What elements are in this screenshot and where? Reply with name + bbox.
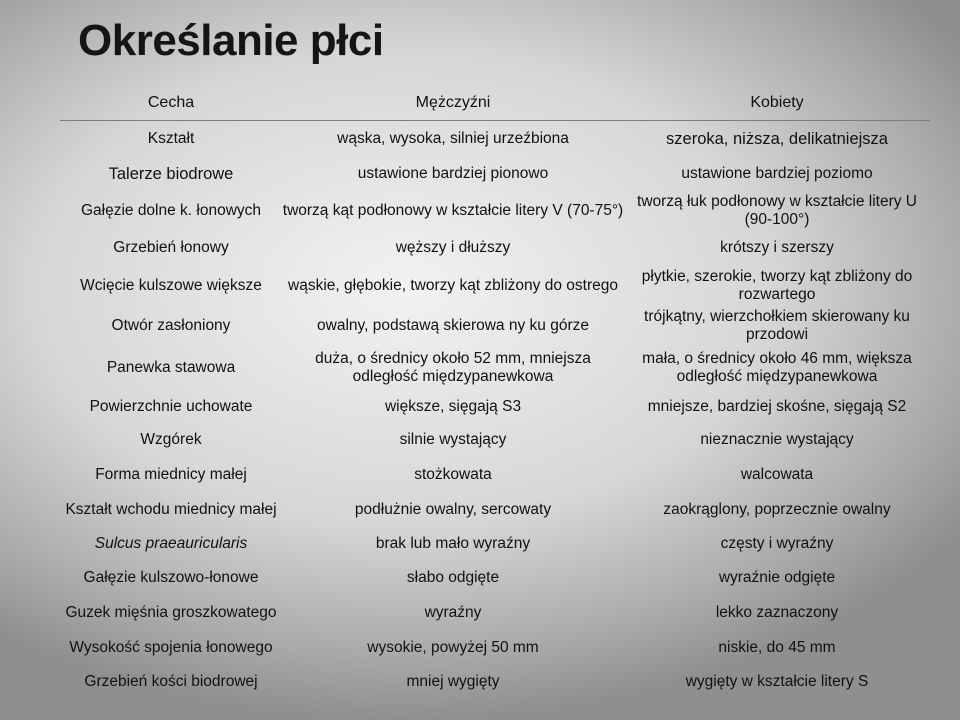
row-cecha: Otwór zasłoniony [111, 317, 231, 334]
row-kobiety: wygięty w kształcie litery S [685, 673, 869, 690]
row-kobiety: niskie, do 45 mm [718, 638, 836, 656]
table-row [60, 307, 930, 345]
row-cecha: Sulcus praeauricularis [94, 535, 248, 552]
row-cecha: Forma miednicy małej [95, 465, 247, 483]
row-cecha: Grzebień kości biodrowej [84, 673, 258, 690]
row-mezczyzni: wąskie, głębokie, tworzy kąt zbliżony do ostrego [288, 277, 618, 294]
row-kobiety: walcowata [740, 465, 814, 483]
row-kobiety: lekko zaznaczony [715, 603, 839, 621]
page-title: Określanie płci [78, 16, 384, 65]
table-row [60, 390, 930, 423]
row-mezczyzni: węższy i dłuższy [395, 239, 511, 256]
header-kobiety: Kobiety [750, 94, 804, 111]
row-kobiety: mała, o średnicy około 46 mm, większa odległość międzypanewkowa [642, 349, 912, 385]
row-cecha: Panewka stawowa [106, 358, 236, 376]
table-row [60, 345, 930, 390]
row-mezczyzni: wąska, wysoka, silniej urzeźbiona [337, 130, 569, 147]
row-kobiety: nieznacznie wystający [700, 431, 854, 448]
table-row [60, 492, 930, 527]
row-cecha: Kształt wchodu miednicy małej [65, 500, 277, 518]
row-mezczyzni: tworzą kąt podłonowy w kształcie litery V (70-75°) [282, 201, 624, 219]
row-cecha: Gałęzie kulszowo-łonowe [83, 569, 259, 586]
row-kobiety: mniejsze, bardziej skośne, sięgają S2 [647, 397, 907, 415]
row-kobiety: szeroka, niższa, delikatniejsza [666, 130, 888, 148]
table-row [60, 121, 930, 157]
table-row [60, 457, 930, 492]
table-row [60, 423, 930, 457]
row-cecha: Guzek mięśnia groszkowatego [65, 603, 277, 621]
row-kobiety: trójkątny, wierzchołkiem skierowany ku przodowi [644, 308, 910, 343]
row-mezczyzni: ustawione bardziej pionowo [357, 164, 549, 182]
row-mezczyzni: wysokie, powyżej 50 mm [367, 638, 539, 656]
row-mezczyzni: owalny, podstawą skierowa ny ku górze [317, 317, 589, 334]
table-row [60, 157, 930, 190]
table-row [60, 231, 930, 265]
row-mezczyzni: silnie wystający [399, 431, 507, 448]
row-mezczyzni: większe, sięgają S3 [384, 397, 522, 415]
table-row [60, 190, 930, 231]
table-row [60, 630, 930, 665]
row-kobiety: krótszy i szerszy [720, 239, 834, 256]
row-cecha: Powierzchnie uchowate [89, 397, 253, 415]
row-mezczyzni: podłużnie owalny, sercowaty [354, 500, 552, 518]
row-mezczyzni: brak lub mało wyraźny [375, 535, 531, 552]
table-row [60, 527, 930, 561]
header-mezczyzni: Mężczyźni [415, 94, 491, 111]
row-cecha: Wzgórek [140, 431, 202, 448]
row-mezczyzni: słabo odgięte [406, 569, 500, 586]
row-cecha: Grzebień łonowy [113, 239, 229, 256]
row-mezczyzni: duża, o średnicy około 52 mm, mniejsza odległość międzypanewkowa [315, 349, 591, 385]
row-kobiety: częsty i wyraźny [720, 535, 834, 552]
table-row [60, 561, 930, 595]
row-cecha: Talerze biodrowe [108, 164, 234, 183]
row-kobiety: zaokrąglony, poprzecznie owalny [663, 500, 891, 518]
row-mezczyzni: stożkowata [414, 465, 492, 483]
table-header [60, 86, 930, 121]
row-kobiety: ustawione bardziej poziomo [681, 164, 873, 182]
table-row [60, 665, 930, 699]
row-cecha: Gałęzie dolne k. łonowych [80, 201, 262, 219]
row-kobiety: tworzą łuk podłonowy w kształcie litery U (90-100°) [637, 192, 917, 228]
row-mezczyzni: wyraźny [424, 603, 482, 621]
row-kobiety: wyraźnie odgięte [718, 569, 836, 586]
row-cecha: Kształt [147, 130, 195, 147]
comparison-table [60, 86, 930, 699]
header-cecha: Cecha [147, 94, 195, 111]
table-row [60, 595, 930, 630]
row-mezczyzni: mniej wygięty [406, 673, 500, 690]
row-kobiety: płytkie, szerokie, tworzy kąt zbliżony do rozwartego [641, 268, 913, 303]
table-row [60, 265, 930, 307]
row-cecha: Wcięcie kulszowe większe [80, 277, 262, 294]
row-cecha: Wysokość spojenia łonowego [69, 638, 273, 656]
